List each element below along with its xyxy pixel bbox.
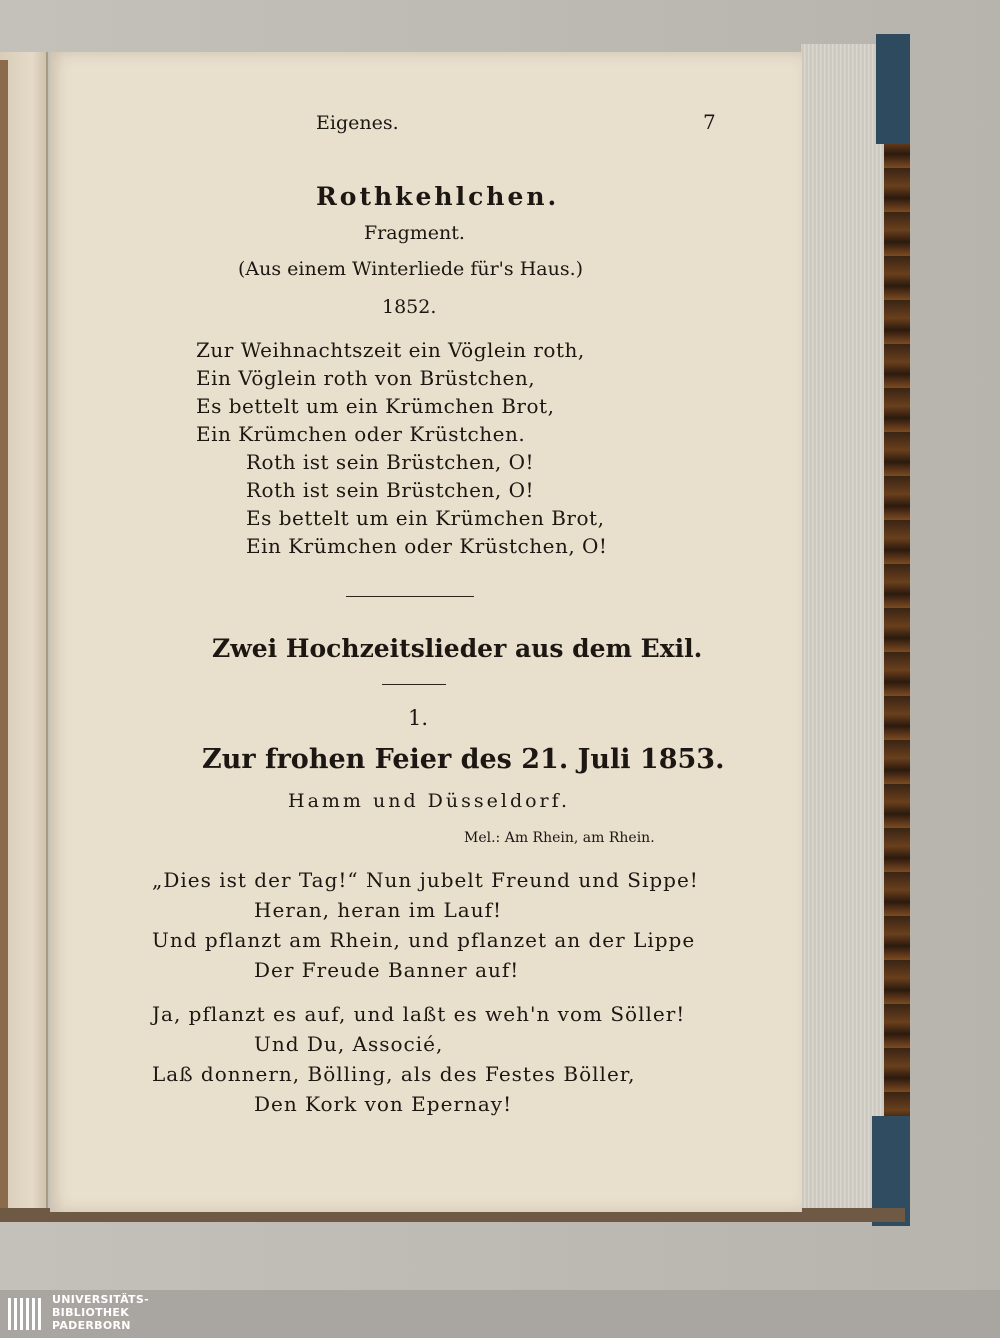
poem-source: (Aus einem Winterliede für's Haus.) bbox=[238, 258, 584, 280]
stanza-line: Ja, pflanzt es auf, und laßt es weh'n vom Söller! bbox=[152, 1002, 686, 1026]
divider-rule-short bbox=[382, 684, 446, 685]
poem-subtitle: Fragment. bbox=[364, 222, 465, 244]
stanza-line: Der Freude Banner auf! bbox=[254, 958, 520, 982]
stanza-line: Und Du, Associé, bbox=[254, 1032, 444, 1056]
running-header: Eigenes. bbox=[316, 112, 399, 134]
song-title: Zur frohen Feier des 21. Juli 1853. bbox=[202, 744, 725, 775]
left-cover-edge bbox=[0, 60, 8, 1210]
poem-line: Ein Krümchen oder Krüstchen. bbox=[196, 422, 526, 446]
poem-title: Rothkehlchen. bbox=[316, 182, 560, 211]
page-block-edges bbox=[800, 44, 887, 1214]
stanza-line: „Dies ist der Tag!“ Nun jubelt Freund und Sippe! bbox=[152, 868, 699, 892]
poem-year: 1852. bbox=[382, 296, 437, 318]
cover-corner-top bbox=[876, 34, 910, 144]
poem-line: Ein Vöglein roth von Brüstchen, bbox=[196, 366, 536, 390]
library-name: UNIVERSITÄTS- BIBLIOTHEK PADERBORN bbox=[52, 1293, 149, 1332]
library-logo-icon bbox=[6, 1294, 46, 1334]
song-place: Hamm und Düsseldorf. bbox=[288, 790, 571, 812]
stanza-line: Laß donnern, Bölling, als des Festes Böller, bbox=[152, 1062, 636, 1086]
poem-line: Ein Krümchen oder Krüstchen, O! bbox=[246, 534, 608, 558]
divider-rule bbox=[346, 596, 474, 597]
poem-line: Es bettelt um ein Krümchen Brot, bbox=[246, 506, 605, 530]
melody-note: Mel.: Am Rhein, am Rhein. bbox=[464, 830, 655, 846]
poem-line: Roth ist sein Brüstchen, O! bbox=[246, 450, 535, 474]
stanza-line: Heran, heran im Lauf! bbox=[254, 898, 503, 922]
poem-line: Roth ist sein Brüstchen, O! bbox=[246, 478, 535, 502]
poem-line: Es bettelt um ein Krümchen Brot, bbox=[196, 394, 555, 418]
poem-line: Zur Weihnachtszeit ein Vöglein roth, bbox=[196, 338, 585, 362]
song-number: 1. bbox=[408, 706, 429, 730]
page-number: 7 bbox=[703, 110, 716, 134]
stanza-line: Den Kork von Epernay! bbox=[254, 1092, 513, 1116]
section-title: Zwei Hochzeitslieder aus dem Exil. bbox=[212, 634, 703, 663]
marbled-cover bbox=[884, 36, 910, 1226]
library-footer bbox=[0, 1290, 1000, 1338]
stanza-line: Und pflanzt am Rhein, und pflanzet an der Lippe bbox=[152, 928, 696, 952]
